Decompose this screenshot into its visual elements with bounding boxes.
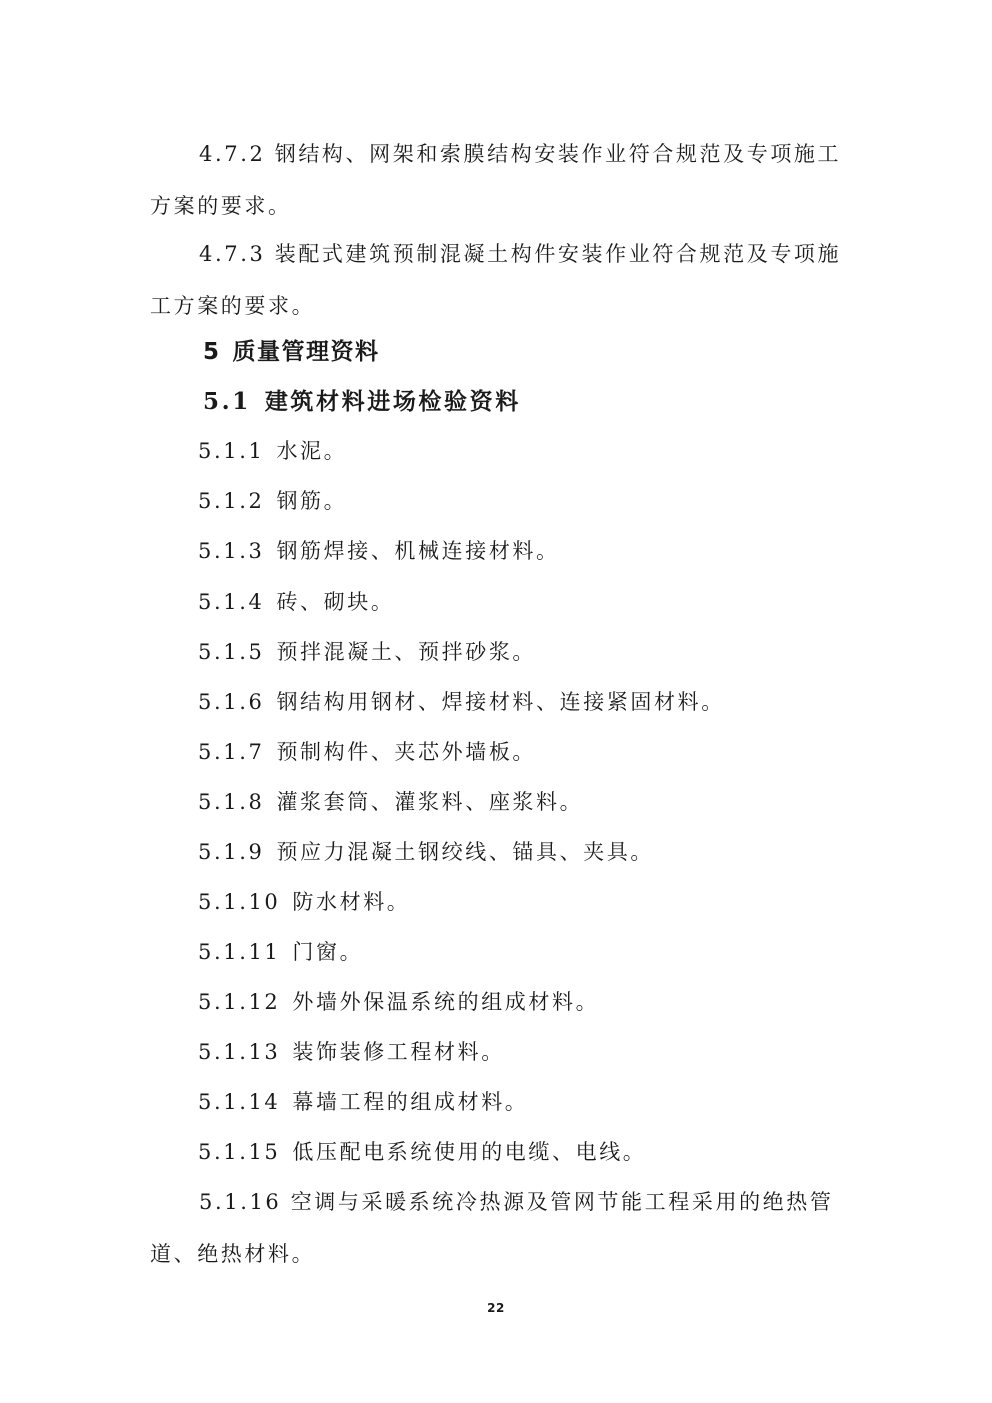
list-item (198, 436, 347, 466)
item-number: 5.1.12 (198, 990, 281, 1014)
item-text: 幕墙工程的组成材料。 (292, 1090, 529, 1114)
item-text: 预应力混凝土钢绞线、锚具、夹具。 (276, 840, 655, 864)
item-text: 防水材料。 (292, 890, 411, 914)
subsection-title: 建筑材料进场检验资料 (264, 388, 521, 415)
list-item (198, 1137, 646, 1167)
item-text: 装饰装修工程材料。 (292, 1040, 505, 1064)
clause-text: 装配式建筑预制混凝土构件安装作业符合规范及专项施工方案的要求。 (150, 242, 842, 318)
item-number: 5.1.7 (198, 740, 265, 764)
item-number: 5.1.11 (198, 940, 281, 964)
item-text: 低压配电系统使用的电缆、电线。 (292, 1140, 647, 1164)
item-number: 5.1.4 (198, 590, 265, 614)
item-text: 门窗。 (292, 940, 364, 964)
item-number: 5.1.13 (198, 1040, 281, 1064)
item-text: 砖、砌块。 (276, 590, 395, 614)
item-number: 5.1.8 (198, 790, 265, 814)
list-item (198, 637, 536, 667)
list-item (198, 837, 654, 867)
item-text: 外墙外保温系统的组成材料。 (292, 990, 600, 1014)
list-item (198, 987, 599, 1017)
list-item (198, 587, 394, 617)
section-title: 质量管理资料 (232, 339, 380, 365)
clause-text: 钢结构、网架和索膜结构安装作业符合规范及专项施工方案的要求。 (150, 142, 842, 218)
item-text: 预拌混凝土、预拌砂浆。 (276, 640, 537, 664)
item-number: 5.1.1 (198, 439, 265, 463)
list-item (198, 787, 583, 817)
list-item (198, 887, 410, 917)
item-number: 5.1.2 (198, 489, 265, 513)
list-item (198, 937, 363, 967)
item-number: 5.1.9 (198, 840, 265, 864)
clause-5-1-16 (150, 1176, 845, 1280)
list-item (198, 486, 347, 516)
item-number: 5.1.6 (198, 690, 265, 714)
item-text: 钢筋。 (276, 489, 348, 513)
item-number: 5.1.15 (198, 1140, 281, 1164)
clause-4-7-2 (150, 128, 845, 232)
item-number: 5.1.10 (198, 890, 281, 914)
clause-number: 5.1.16 (199, 1190, 282, 1214)
clause-text: 空调与采暖系统冷热源及管网节能工程采用的绝热管道、绝热材料。 (150, 1190, 834, 1266)
list-item (198, 737, 536, 767)
list-item (198, 536, 560, 566)
page-number: 22 (487, 1301, 505, 1315)
clause-4-7-3 (150, 228, 845, 332)
clause-number: 4.7.2 (199, 142, 266, 166)
item-number: 5.1.14 (198, 1090, 281, 1114)
item-number: 5.1.3 (198, 539, 265, 563)
section-number: 5 (203, 339, 221, 365)
list-item (198, 1037, 505, 1067)
item-text: 水泥。 (276, 439, 348, 463)
subsection-heading (203, 386, 521, 418)
item-number: 5.1.5 (198, 640, 265, 664)
item-text: 钢结构用钢材、焊接材料、连接紧固材料。 (276, 690, 725, 714)
item-text: 预制构件、夹芯外墙板。 (276, 740, 537, 764)
clause-number: 4.7.3 (199, 242, 266, 266)
subsection-number: 5.1 (203, 388, 251, 415)
item-text: 钢筋焊接、机械连接材料。 (276, 539, 560, 563)
list-item (198, 687, 725, 717)
list-item (198, 1087, 528, 1117)
section-heading (203, 336, 380, 368)
item-text: 灌浆套筒、灌浆料、座浆料。 (276, 790, 584, 814)
